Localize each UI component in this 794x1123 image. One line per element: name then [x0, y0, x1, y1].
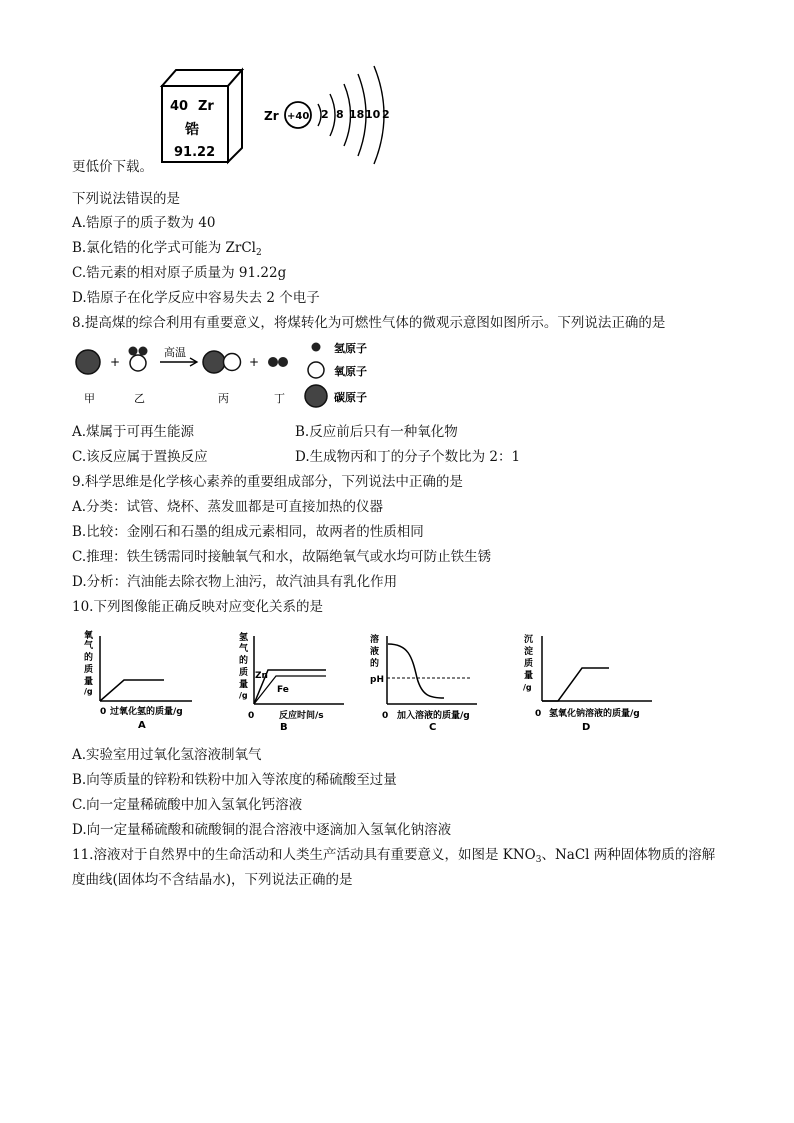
q9-option-c: C.推理：铁生锈需同时接触氧气和水，故隔绝氧气或水均可防止铁生锈 — [72, 549, 492, 565]
shell-1: 2 — [321, 108, 329, 121]
q11-text-2: 、NaCl 两种固体物质的溶解 — [541, 847, 716, 863]
graph-c-origin: 0 — [382, 711, 389, 721]
graph-a-ylabel-3: 的 — [84, 653, 94, 663]
label-bing: 丙 — [218, 392, 229, 405]
q10-option-d: D.向一定量稀硫酸和硫酸铜的混合溶液中逐滴加入氢氧化钠溶液 — [72, 822, 452, 838]
q8-option-a: A.煤属于可再生能源 — [72, 424, 195, 440]
graph-b — [239, 631, 344, 733]
graph-a-xlabel: 过氧化氢的质量/g — [110, 707, 183, 717]
shell-2: 8 — [336, 108, 344, 121]
q8-stem: 8.提高煤的综合利用有重要意义，将煤转化为可燃性气体的微观示意图如图所示。下列说法正确的是 — [72, 315, 666, 331]
graph-b-ylabel-6: /g — [239, 691, 248, 700]
nucleus-charge: +40 — [287, 111, 310, 122]
graph-d-letter: D — [582, 722, 591, 733]
graph-c-ylabel-1: 溶 — [370, 635, 380, 645]
molecule-bing — [203, 351, 241, 373]
q11-line-2: 度曲线(固体均不含结晶水)，下列说法正确的是 — [72, 872, 353, 888]
q11-line-1 — [72, 846, 715, 864]
q9-stem: 9.科学思维是化学核心素养的重要组成部分，下列说法中正确的是 — [72, 474, 463, 490]
graph-b-xlabel: 反应时间/s — [279, 711, 324, 721]
molecule-yi — [129, 347, 148, 372]
graph-b-ylabel-1: 氢 — [239, 633, 249, 643]
q9-option-a: A.分类：试管、烧杯、蒸发皿都是可直接加热的仪器 — [72, 499, 384, 515]
legend-oxygen: 氧原子 — [334, 365, 367, 378]
graph-a-ylabel-5: 量 — [84, 677, 94, 687]
legend-carbon-icon — [305, 385, 327, 407]
q10-option-a: A.实验室用过氧化氢溶液制氧气 — [72, 747, 262, 763]
zirconium-figure — [150, 62, 410, 166]
label-jia: 甲 — [84, 392, 95, 405]
q7-stem: 下列说法错误的是 — [72, 191, 180, 207]
graph-d — [523, 633, 652, 733]
graph-b-ylabel-5: 量 — [239, 680, 249, 690]
q8-option-c: C.该反应属于置换反应 — [72, 449, 208, 465]
graph-b-label-zn: Zn — [255, 671, 268, 681]
graph-c-ylabel-2: 液 — [370, 647, 380, 657]
element-card — [162, 70, 242, 162]
reaction-condition: 高温 — [164, 346, 186, 359]
graph-b-origin: 0 — [248, 711, 255, 721]
graph-d-ylabel-1: 沉 — [524, 635, 534, 645]
graph-a — [84, 629, 192, 731]
graph-c-ylabel-3: 的 — [370, 659, 380, 669]
label-ding: 丁 — [274, 392, 285, 405]
graph-b-ylabel-2: 气 — [239, 644, 249, 654]
atom-structure — [264, 66, 390, 164]
graph-d-ylabel-4: 量 — [524, 671, 534, 681]
graph-d-origin: 0 — [535, 709, 542, 719]
molecule-ding — [268, 357, 288, 367]
q7-option-d: D.锆原子在化学反应中容易失去 2 个电子 — [72, 290, 320, 306]
q10-option-b: B.向等质量的锌粉和铁粉中加入等浓度的稀硫酸至过量 — [72, 772, 397, 788]
q7-option-b — [72, 239, 262, 257]
element-number: 40 — [170, 99, 189, 114]
q7-option-c: C.锆元素的相对原子质量为 91.22g — [72, 265, 287, 281]
graph-a-ylabel-4: 质 — [84, 665, 94, 675]
q11-sub: 3 — [535, 855, 542, 865]
graph-a-origin: 0 — [100, 707, 107, 717]
legend-hydrogen: 氢原子 — [334, 342, 367, 355]
graph-b-ylabel-4: 质 — [239, 668, 249, 678]
graph-c-ylabel-4: pH — [370, 675, 384, 685]
shell-5: 2 — [382, 108, 390, 121]
graph-a-ylabel-2: 气 — [84, 641, 94, 651]
q9-option-d: D.分析：汽油能去除衣物上油污，故汽油具有乳化作用 — [72, 574, 398, 590]
graph-a-ylabel-6: /g — [84, 687, 93, 696]
graph-b-label-fe: Fe — [277, 685, 289, 695]
q7-option-b-text: B.氯化锆的化学式可能为 ZrCl — [72, 240, 256, 256]
intro-tail: 更低价下载。 — [72, 159, 153, 175]
graph-c — [370, 633, 477, 733]
plus-1: + — [110, 355, 121, 369]
element-name: 锆 — [185, 122, 199, 138]
shell-4: 10 — [365, 108, 381, 121]
shell-3: 18 — [349, 108, 365, 121]
legend-hydrogen-icon — [312, 343, 321, 352]
graph-d-ylabel-2: 淀 — [524, 647, 534, 657]
q7-option-b-sub: 2 — [255, 248, 262, 258]
element-mass: 91.22 — [174, 145, 216, 160]
graph-b-ylabel-3: 的 — [239, 656, 249, 666]
graph-c-letter: C — [429, 722, 437, 733]
molecule-jia — [76, 350, 100, 374]
graph-c-xlabel: 加入溶液的质量/g — [397, 711, 470, 721]
q10-option-c: C.向一定量稀硫酸中加入氢氧化钙溶液 — [72, 797, 303, 813]
q11-text-1: 11.溶液对于自然界中的生命活动和人类生产活动具有重要意义，如图是 KNO — [72, 847, 536, 863]
legend-oxygen-icon — [308, 362, 324, 378]
q8-option-b: B.反应前后只有一种氧化物 — [295, 424, 458, 440]
graph-d-ylabel-5: /g — [523, 683, 532, 692]
q10-graphs — [72, 626, 672, 736]
atom-symbol: Zr — [264, 109, 279, 123]
q7-option-a: A.锆原子的质子数为 40 — [72, 215, 216, 231]
q8-reaction-diagram — [72, 338, 392, 410]
plus-2: + — [249, 355, 260, 369]
graph-b-letter: B — [280, 722, 288, 733]
q8-option-d: D.生成物丙和丁的分子个数比为 2：1 — [295, 449, 521, 465]
legend-carbon: 碳原子 — [334, 391, 367, 404]
q9-option-b: B.比较：金刚石和石墨的组成元素相同，故两者的性质相同 — [72, 524, 424, 540]
graph-a-letter: A — [138, 720, 146, 731]
graph-c-curve — [388, 644, 444, 698]
label-yi: 乙 — [134, 392, 145, 405]
q10-stem: 10.下列图像能正确反映对应变化关系的是 — [72, 599, 323, 615]
graph-d-ylabel-3: 质 — [524, 659, 534, 669]
graph-d-curve — [542, 668, 609, 701]
graph-a-ylabel-1: 氧 — [84, 631, 94, 641]
element-symbol: Zr — [198, 99, 214, 114]
graph-a-curve — [100, 680, 164, 701]
graph-d-xlabel: 氢氧化钠溶液的质量/g — [549, 709, 640, 719]
